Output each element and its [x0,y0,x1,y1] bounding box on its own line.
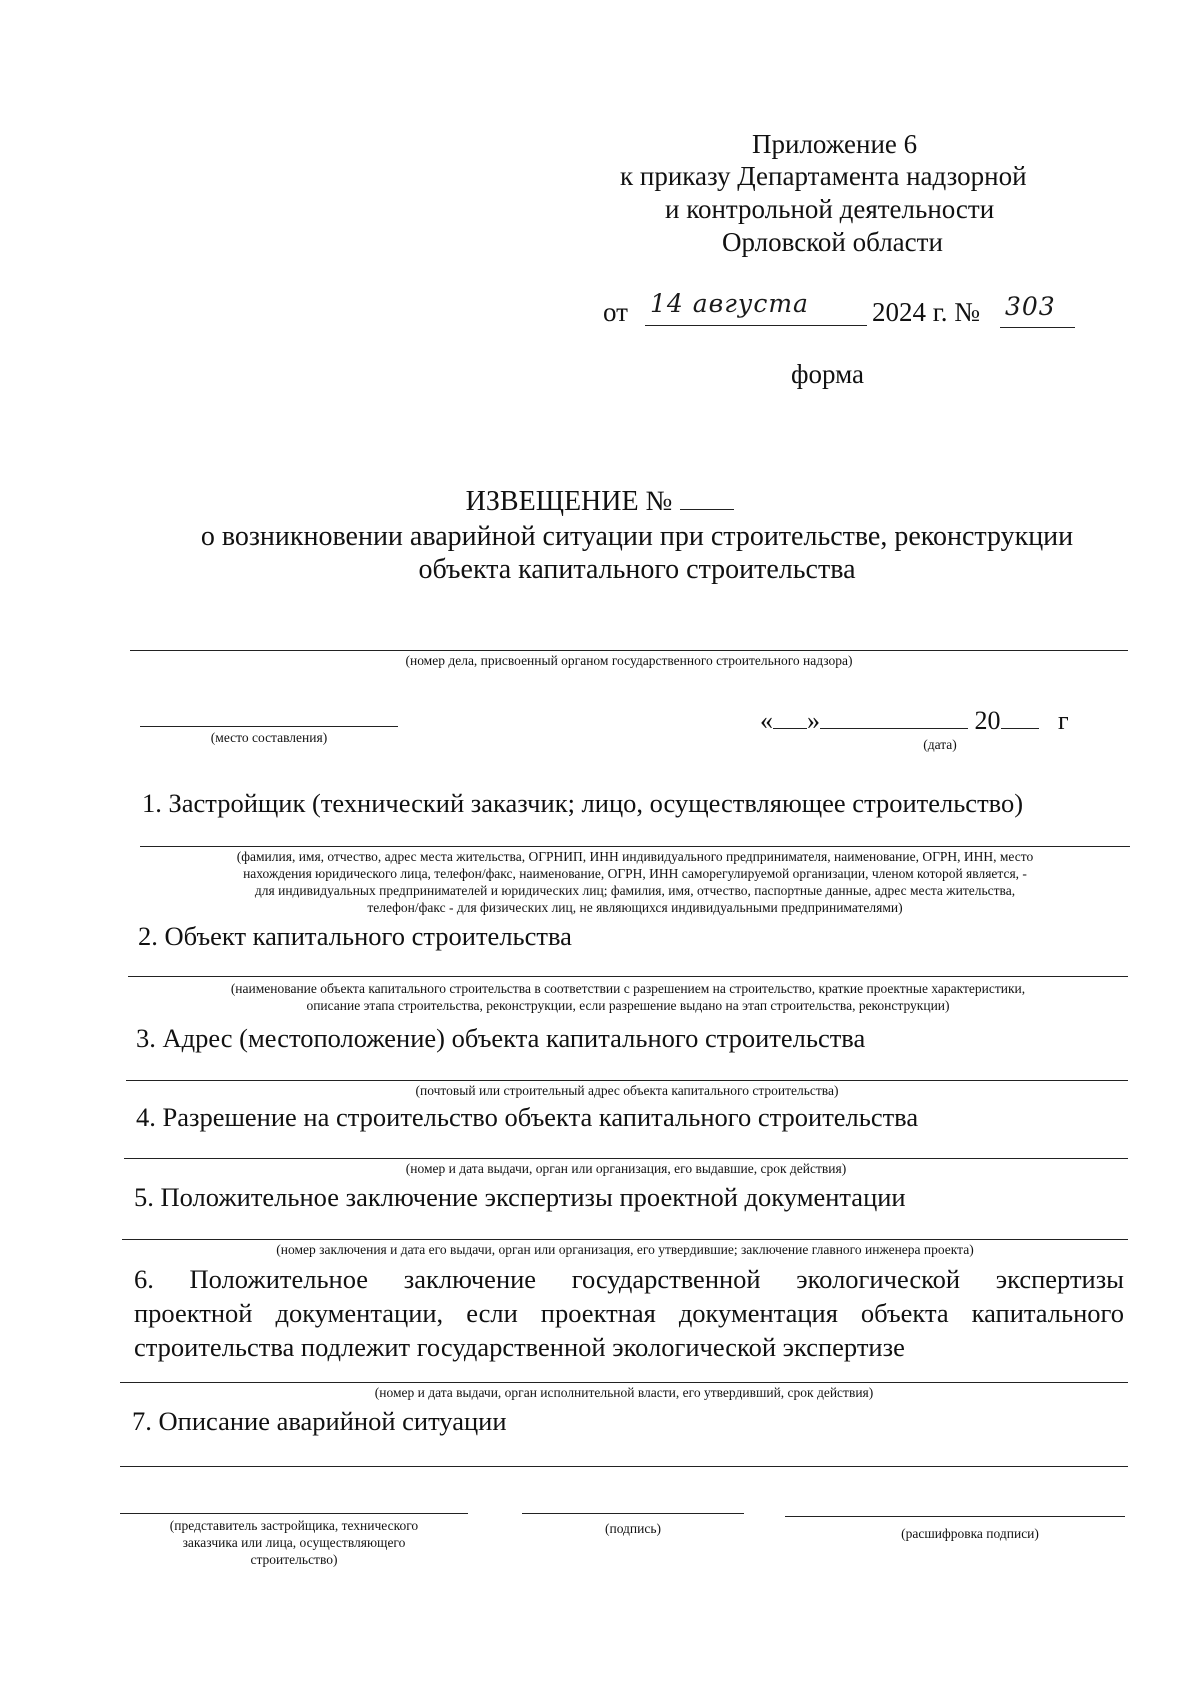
case-number-line [130,650,1128,651]
date-open-quote: « [760,706,773,735]
section-6-title [134,1262,1124,1364]
section-3-caption [126,1082,1128,1099]
section-4-caption-line-1: (номер и дата выдачи, орган или организация, его выдавшие, срок действия) [405,1161,847,1176]
section-6-title-line-2: проектной документации, если проектная документация объекта капитального [134,1298,1124,1328]
section-1-caption-line-2: нахождения юридического лица, телефон/факс, наименование, ОГРН, ИНН саморегулируемой организации, членом которой является, - [243,866,1027,881]
representative-line [120,1513,468,1514]
representative-caption [120,1517,468,1568]
decode-signature-caption: (расшифровка подписи) [901,1526,1039,1541]
section-1-line [140,846,1130,847]
section-6-title-line-3: строительства подлежит государственной экологической экспертизе [134,1332,905,1362]
section-6-line [120,1382,1128,1383]
section-1-caption-line-1: (фамилия, имя, отчество, адрес места жительства, ОГРНИП, ИНН индивидуального предпринимателя, наименование, ОГРН, ИНН, место [236,849,1034,864]
order-date-prefix: от [603,297,628,327]
section-5-line [122,1239,1128,1240]
header-line-3: и контрольной деятельности [665,194,995,224]
section-3-caption-line-1: (почтовый или строительный адрес объекта капитального строительства) [415,1083,839,1098]
section-1-caption [140,848,1130,916]
date-caption: (дата) [923,737,957,752]
date-close-quote: » [807,706,820,735]
title-subtitle-1: о возникновении аварийной ситуации при строительстве, реконструкции [200,521,1074,552]
section-3-line [126,1080,1128,1081]
order-number-handwritten: 303 [1005,292,1056,321]
header-line-4: Орловской области [722,227,943,257]
section-4-line [124,1158,1128,1159]
section-5-caption [122,1241,1128,1258]
title-subtitle-2: объекта капитального строительства [418,554,856,585]
section-5-caption-line-1: (номер заключения и дата его выдачи, орган или организация, его утвердившие; заключение главного инженера проекта) [276,1242,974,1257]
section-5-title: 5. Положительное заключение экспертизы проектной документации [134,1182,906,1212]
section-3-title: 3. Адрес (местоположение) объекта капитального строительства [136,1023,866,1053]
section-6-title-line-1: 6. Положительное заключение государственной экологической экспертизы [134,1264,1124,1294]
date-year-suffix: г [1058,706,1069,735]
header-line-2: к приказу Департамента надзорной [620,161,1027,191]
section-7-title: 7. Описание аварийной ситуации [132,1406,507,1436]
order-number-line [1000,327,1075,328]
date-field [760,705,1069,737]
section-2-line [128,976,1128,977]
section-1-caption-line-3: для индивидуальных предпринимателей и юридических лиц; фамилия, имя, отчество, паспортные данные, адрес места жительства, [254,883,1016,898]
section-7-line [120,1466,1128,1467]
section-1-caption-line-4: телефон/факс - для физических лиц, не являющихся индивидуальными предпринимателями) [367,900,903,915]
section-2-caption [128,980,1128,1014]
section-4-caption [124,1160,1128,1177]
section-4-title: 4. Разрешение на строительство объекта капитального строительства [136,1102,919,1132]
section-2-caption-line-2: описание этапа строительства, реконструкции, если разрешение выдано на этап строительства, реконструкции) [306,998,950,1013]
date-day-blank [773,706,807,729]
signature-line [522,1513,744,1514]
place-line [140,726,398,727]
signature-caption: (подпись) [604,1521,662,1536]
date-month-blank [820,706,968,729]
representative-caption-line-1: (представитель застройщика, технического [169,1518,419,1533]
order-year-and-number: 2024 г. № [872,297,981,327]
section-6-caption-line-1: (номер и дата выдачи, орган исполнительной власти, его утвердивший, срок действия) [374,1385,874,1400]
representative-caption-line-2: заказчика или лица, осуществляющего [182,1535,406,1550]
place-caption: (место составления) [210,730,328,745]
decode-signature-line [785,1516,1125,1517]
document-title [0,485,1200,519]
case-number-caption: (номер дела, присвоенный органом государственного строительного надзора) [405,653,853,668]
order-date-line [645,325,867,326]
section-6-caption [120,1384,1128,1401]
order-date-handwritten: 14 августа [650,289,809,318]
date-century: 20 [974,706,1001,735]
title-number-blank [680,487,734,510]
date-year-blank [1001,706,1039,729]
title-main: ИЗВЕЩЕНИЕ № [465,486,673,517]
section-1-title: 1. Застройщик (технический заказчик; лицо, осуществляющее строительство) [142,788,1024,818]
header-line-1: Приложение 6 [752,129,918,159]
representative-caption-line-3: строительство) [250,1552,338,1567]
form-label: форма [791,359,864,389]
section-2-caption-line-1: (наименование объекта капитального строительства в соответствии с разрешением на строительство, краткие проектные характеристики, [230,981,1026,996]
section-2-title: 2. Объект капитального строительства [138,921,572,951]
